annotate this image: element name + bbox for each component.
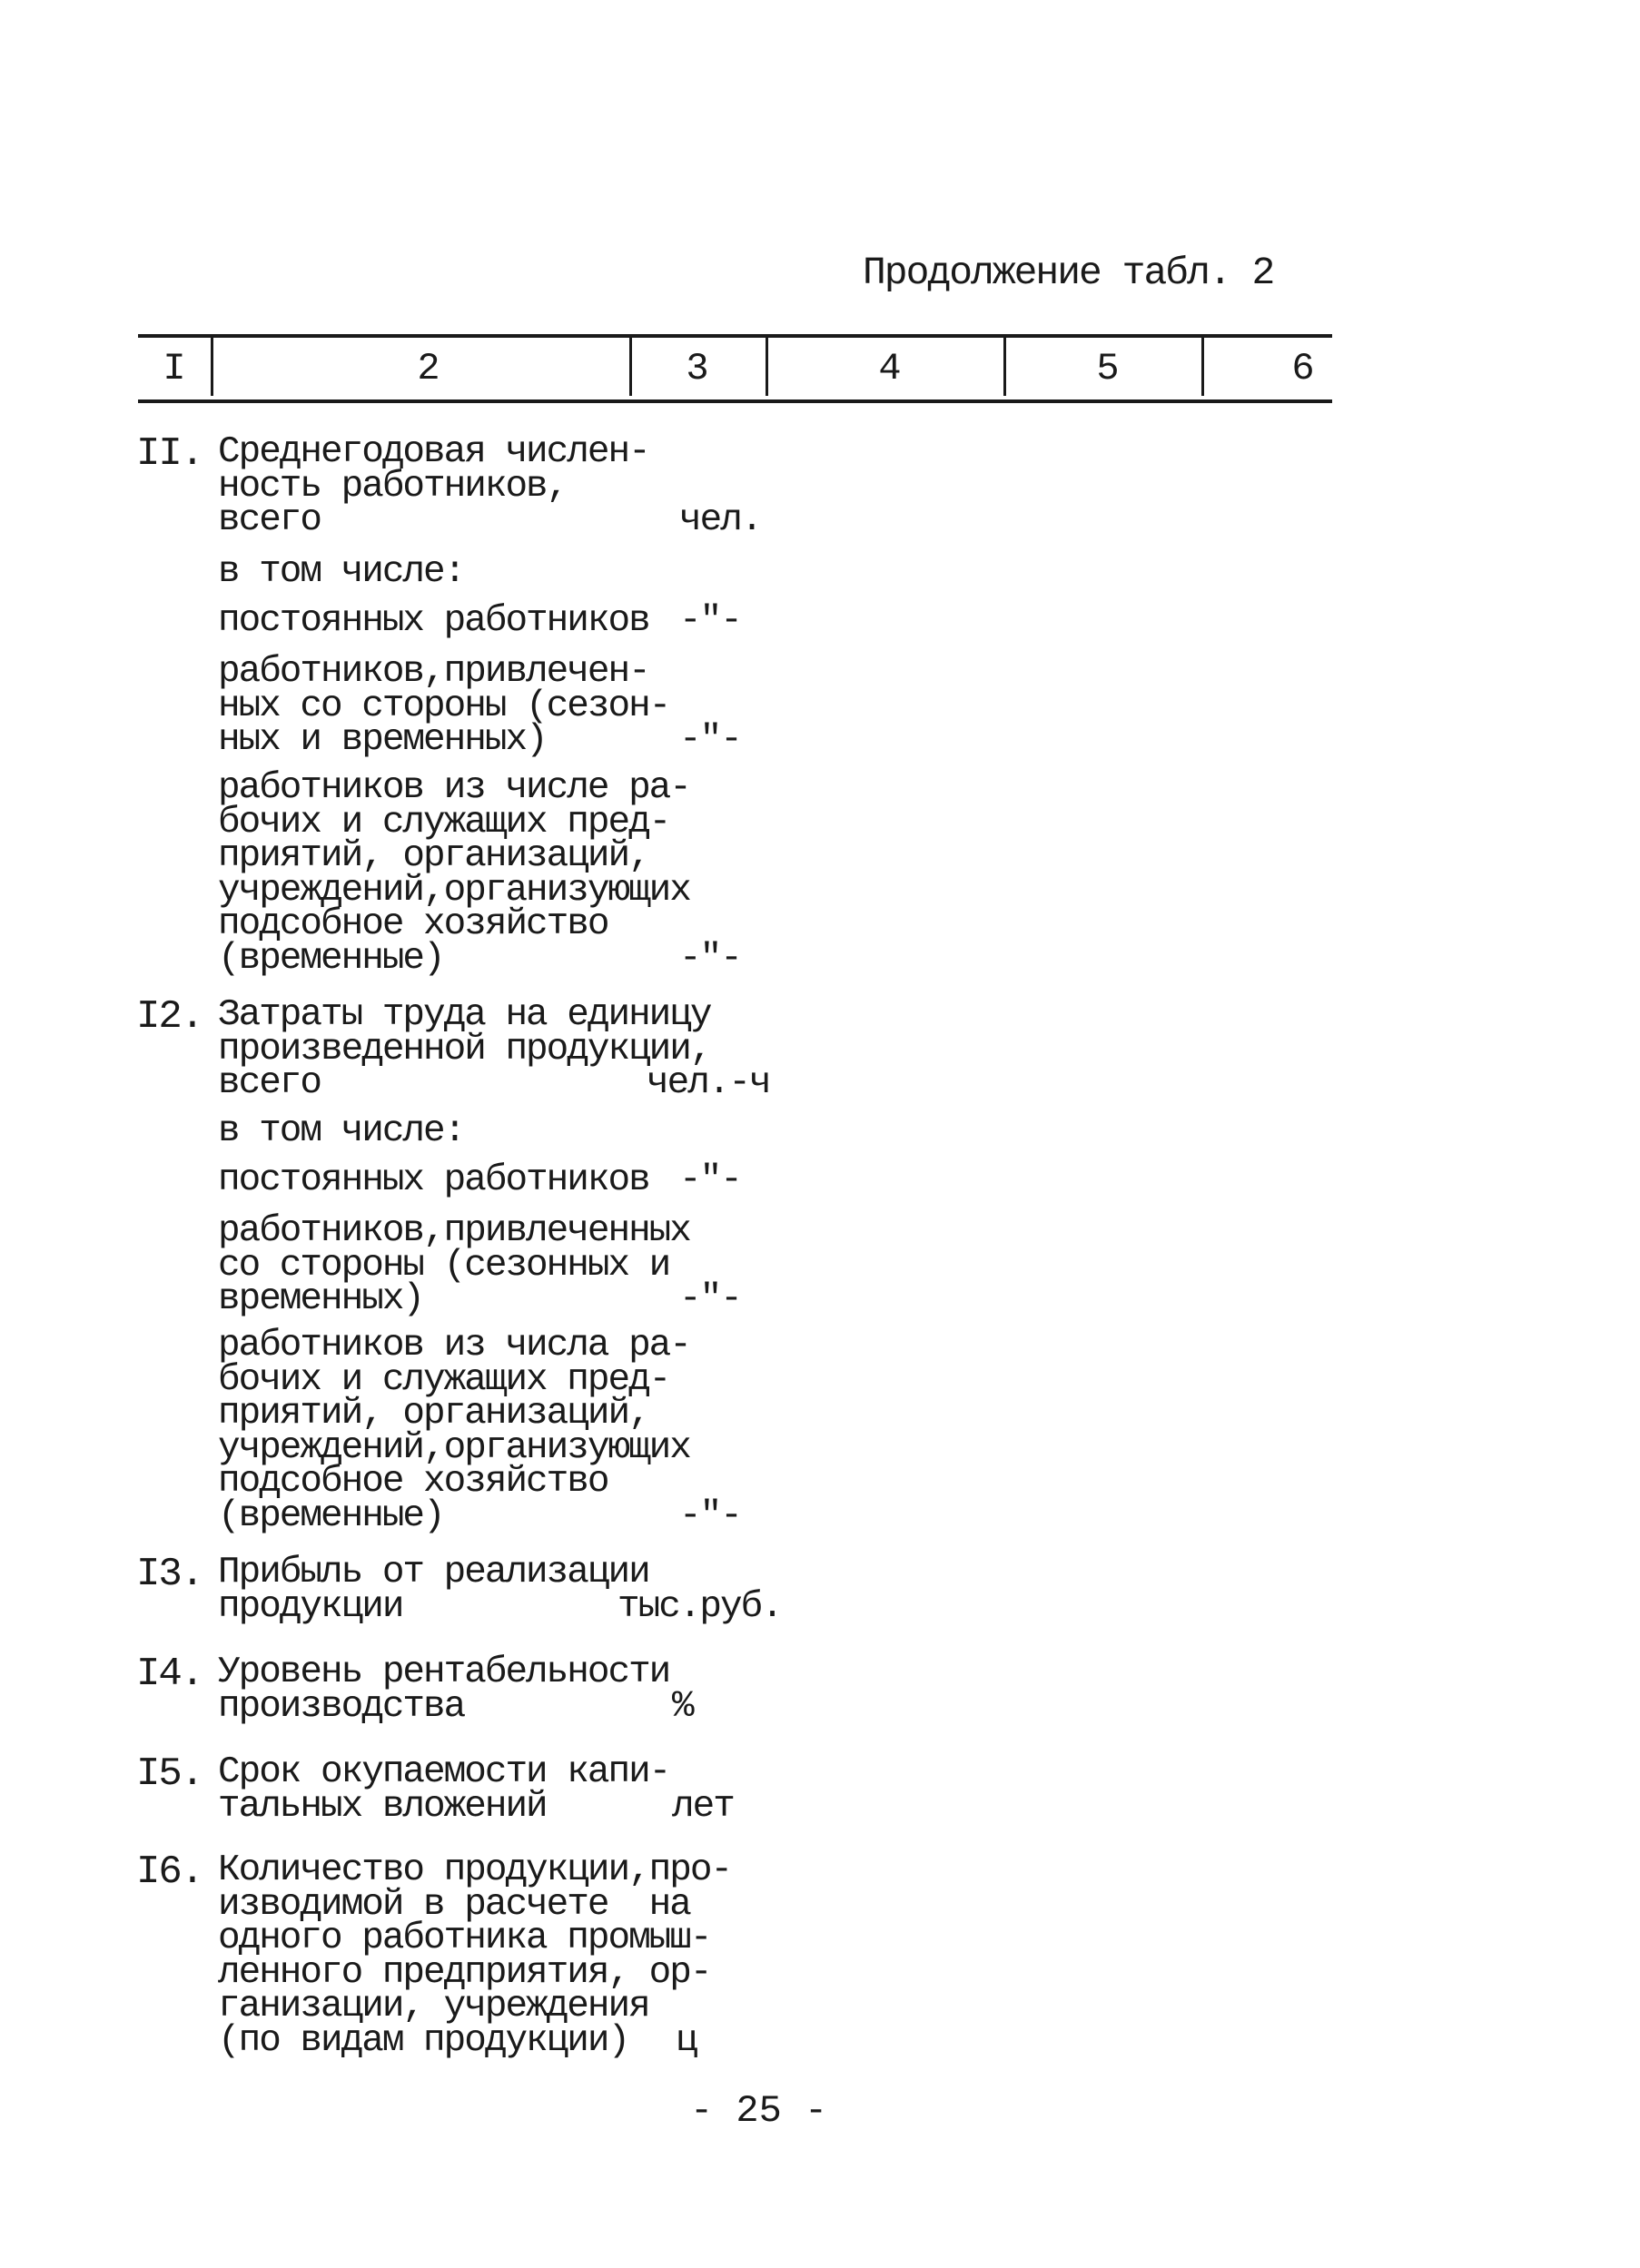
row-label-line: всего xyxy=(218,499,321,541)
row-label-line: постоянных работников xyxy=(218,1159,649,1201)
row-unit: ц xyxy=(676,2019,697,2062)
column-header: 3 xyxy=(686,347,709,390)
row-label-line: ных и временных) xyxy=(218,719,547,761)
row-label-line: Среднегодовая числен- xyxy=(218,431,649,473)
table-header-bottom-rule xyxy=(138,399,1332,403)
column-divider xyxy=(1201,338,1204,396)
row-label-line: одного работника промыш- xyxy=(218,1918,711,1959)
row-label-line: подсобное хозяйство xyxy=(218,903,608,945)
page-number: - 25 - xyxy=(690,2089,828,2133)
row-label-line: Срок окупаемости капи- xyxy=(218,1751,670,1793)
column-header: 6 xyxy=(1291,347,1315,390)
column-divider xyxy=(629,338,632,396)
row-unit: -"- xyxy=(679,600,741,642)
row-number: II. xyxy=(136,431,203,477)
row-label-line: (временные) xyxy=(218,937,444,980)
column-divider xyxy=(766,338,768,396)
row-unit: лет xyxy=(672,1785,734,1828)
row-label-line: подсобное хозяйство xyxy=(218,1461,608,1503)
row-label-line: учреждений,организующих xyxy=(218,869,690,912)
row-label-line: бочих и служащих пред- xyxy=(218,1358,670,1401)
row-label-line: всего xyxy=(218,1062,321,1104)
row-label-line: Уровень рентабельности xyxy=(218,1652,670,1693)
row-unit: -"- xyxy=(679,1278,741,1320)
column-divider xyxy=(1003,338,1006,396)
row-number: I2. xyxy=(136,994,203,1040)
row-label-line: ленного предприятия, ор- xyxy=(218,1951,711,1994)
column-header: 5 xyxy=(1096,347,1120,390)
table-caption: Продолжение табл. 2 xyxy=(863,251,1274,295)
row-label-line: временных) xyxy=(218,1278,424,1320)
row-label-line: произведенной продукции, xyxy=(218,1028,711,1070)
row-label-line: ганизации, учреждения xyxy=(218,1986,649,2027)
column-header: 2 xyxy=(417,347,440,390)
row-number: I4. xyxy=(136,1652,203,1697)
row-unit: чел. xyxy=(679,499,762,541)
row-label-line: (временные) xyxy=(218,1494,444,1537)
row-unit: -"- xyxy=(679,719,741,761)
row-unit: % xyxy=(672,1685,693,1728)
row-label-line: изводимой в расчете на xyxy=(218,1883,690,1926)
row-label-line: постоянных работников xyxy=(218,600,649,642)
row-label-line: приятий, организаций, xyxy=(218,835,649,877)
row-label-line: со стороны (сезонных и xyxy=(218,1244,670,1287)
row-number: I5. xyxy=(136,1751,203,1797)
row-label-line: учреждений,организующих xyxy=(218,1426,690,1469)
row-label-line: тальных вложений xyxy=(218,1785,547,1828)
row-label-line: в том числе: xyxy=(218,551,465,593)
column-header: 4 xyxy=(878,347,902,390)
row-label-line: в том числе: xyxy=(218,1110,465,1152)
row-label-line: работников,привлеченных xyxy=(218,1210,690,1252)
row-label-line: производства xyxy=(218,1685,465,1728)
row-label-line: (по видам продукции) xyxy=(218,2019,629,2062)
row-label-line: работников из числе ра- xyxy=(218,767,690,809)
row-label-line: Затраты труда на единицу xyxy=(218,994,711,1036)
row-label-line: работников из числа ра- xyxy=(218,1325,690,1366)
column-header: I xyxy=(163,347,186,390)
row-unit: чел.-ч xyxy=(647,1062,770,1104)
table-header-top-rule xyxy=(138,334,1332,338)
row-label-line: Количество продукции,про- xyxy=(218,1849,732,1891)
row-label-line: приятий, организаций, xyxy=(218,1393,649,1435)
row-label-line: бочих и служащих пред- xyxy=(218,801,670,843)
row-unit: -"- xyxy=(679,1494,741,1537)
column-divider xyxy=(211,338,213,396)
row-label-line: продукции xyxy=(218,1585,403,1628)
row-label-line: ных со стороны (сезон- xyxy=(218,685,670,727)
row-label-line: Прибыль от реализации xyxy=(218,1552,649,1593)
row-unit: тыс.руб. xyxy=(617,1585,782,1628)
row-unit: -"- xyxy=(679,1159,741,1201)
row-label-line: ность работников, xyxy=(218,465,568,508)
row-unit: -"- xyxy=(679,937,741,980)
row-number: I6. xyxy=(136,1849,203,1895)
row-number: I3. xyxy=(136,1552,203,1597)
row-label-line: работников,привлечен- xyxy=(218,651,649,693)
